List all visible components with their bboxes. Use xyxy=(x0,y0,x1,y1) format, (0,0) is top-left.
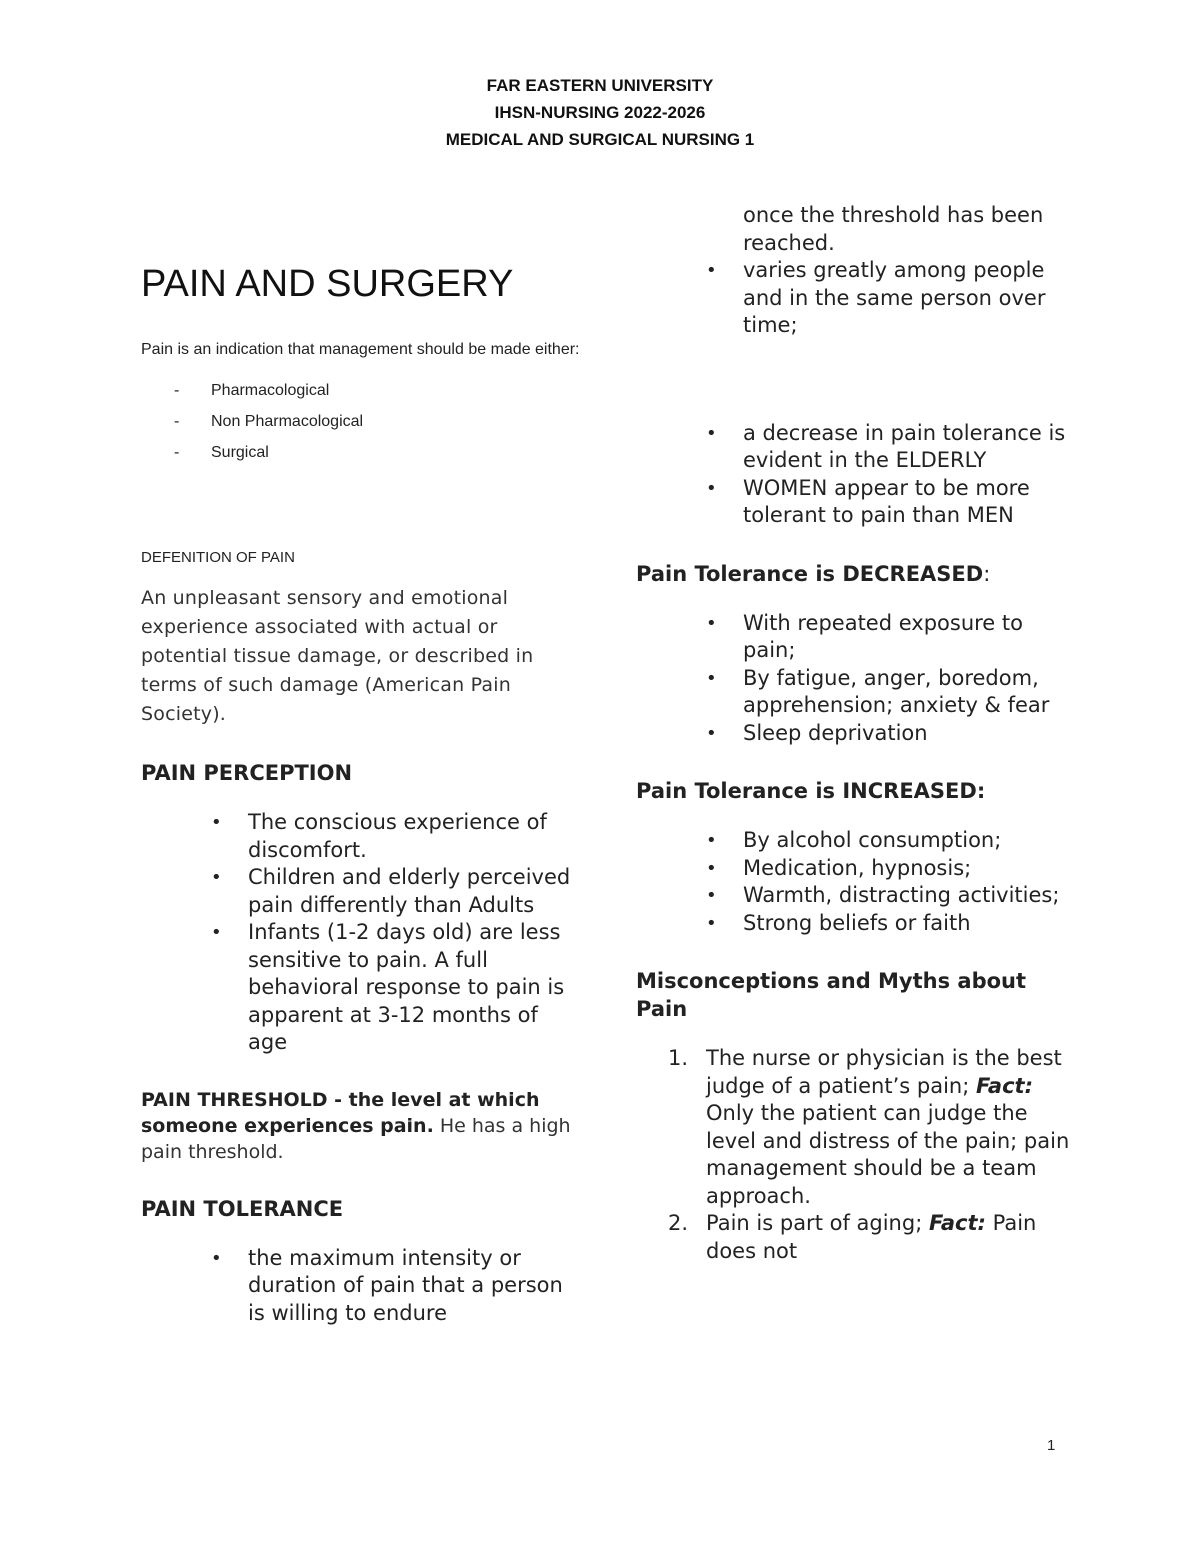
myths-heading: Misconceptions and Myths about Pain xyxy=(636,969,1027,1021)
definition-text: An unpleasant sensory and emotional experience associated with actual or potential tissue damage, or described in terms of such damage (American Pain Society). xyxy=(141,587,534,725)
list-item: • By fatigue, anger, boredom, apprehension; anxiety & fear xyxy=(706,665,1050,717)
bullet-marker: • xyxy=(706,260,717,281)
increased-list xyxy=(636,827,1076,937)
document-header xyxy=(0,72,1200,153)
document-title: PAIN AND SURGERY xyxy=(141,263,514,305)
tolerance-list-more xyxy=(636,420,1076,530)
tolerance-heading: PAIN TOLERANCE xyxy=(141,1196,344,1221)
dash-marker: - xyxy=(174,413,180,430)
list-item: • varies greatly among people and in the same person over time; xyxy=(706,258,1046,337)
right-column xyxy=(636,202,1076,1265)
bullet-marker: • xyxy=(706,422,717,444)
perception-heading: PAIN PERCEPTION xyxy=(141,761,353,785)
list-item: • Sleep deprivation xyxy=(636,720,1076,748)
dash-marker: - xyxy=(174,444,180,461)
decreased-heading: Pain Tolerance is DECREASED: xyxy=(636,561,991,586)
bullet-marker: • xyxy=(211,922,222,943)
list-item: • a decrease in pain tolerance is evident in the ELDERLY xyxy=(706,420,1066,472)
page-number: 1 xyxy=(1047,1437,1056,1454)
bullet-marker: • xyxy=(706,667,717,689)
list-item: • With repeated exposure to pain; xyxy=(706,610,1023,662)
threshold-paragraph xyxy=(141,1087,581,1165)
bullet-marker: • xyxy=(706,612,717,634)
threshold-term: PAIN THRESHOLD - the level at which someone experiences pain. xyxy=(141,1088,540,1137)
fact-label: Fact: xyxy=(975,1073,1033,1098)
list-item: 2. Pain is part of aging; Fact: Pain does not xyxy=(668,1211,1037,1263)
header-course: MEDICAL AND SURGICAL NURSING 1 xyxy=(445,130,755,149)
management-list xyxy=(141,375,581,468)
perception-list xyxy=(141,809,581,1057)
list-item: - Non Pharmacological xyxy=(141,406,581,437)
bullet-marker: • xyxy=(706,722,717,744)
list-item: • Strong beliefs or faith xyxy=(636,910,1076,938)
threshold-example: He has a high pain threshold. xyxy=(141,1114,571,1163)
list-item: - Surgical xyxy=(141,437,581,468)
list-item: • Medication, hypnosis; xyxy=(636,855,1076,883)
bullet-marker: • xyxy=(211,1247,222,1269)
decreased-list xyxy=(636,610,1076,748)
bullet-marker: • xyxy=(706,857,717,879)
increased-heading: Pain Tolerance is INCREASED: xyxy=(636,779,986,803)
left-column xyxy=(141,262,581,1327)
bullet-marker: • xyxy=(211,812,222,833)
list-item: • the maximum intensity or duration of pain that a person is willing to endure xyxy=(211,1245,563,1325)
list-item: • Warmth, distracting activities; xyxy=(636,882,1076,910)
list-item: • By alcohol consumption; xyxy=(636,827,1076,855)
tolerance-continuation: once the threshold has been reached. xyxy=(743,203,1044,255)
tolerance-list-cont xyxy=(636,257,1076,340)
definition-label: DEFENITION OF PAIN xyxy=(141,549,295,566)
list-item: • WOMEN appear to be more tolerant to pain than MEN xyxy=(706,475,1030,527)
header-program: IHSN-NURSING 2022-2026 xyxy=(494,103,706,122)
fact-label: Fact: xyxy=(928,1211,986,1235)
bullet-marker: • xyxy=(706,477,717,499)
tolerance-list xyxy=(141,1245,581,1328)
bullet-marker: • xyxy=(211,867,222,888)
list-item: - Pharmacological xyxy=(141,375,581,406)
myths-list xyxy=(636,1045,1076,1265)
dash-marker: - xyxy=(174,382,180,399)
list-item: • Infants (1-2 days old) are less sensitive to pain. A full behavioral response to pain is apparent at 3-12 months of age xyxy=(211,920,565,1054)
bullet-marker: • xyxy=(706,830,717,851)
bullet-marker: • xyxy=(706,912,717,934)
list-number: 2. xyxy=(668,1211,689,1235)
bullet-marker: • xyxy=(706,885,717,906)
header-university: FAR EASTERN UNIVERSITY xyxy=(486,76,714,95)
list-item: • The conscious experience of discomfort. xyxy=(211,810,547,862)
intro-text: Pain is an indication that management should be made either: xyxy=(141,341,580,358)
list-number: 1. xyxy=(668,1046,689,1070)
list-item: • Children and elderly perceived pain differently than Adults xyxy=(211,865,571,917)
list-item: 1. The nurse or physician is the best judge of a patient’s pain; Fact: Only the patient can judge the level and distress of the pain; pain management should be a team approach. xyxy=(668,1046,1070,1208)
